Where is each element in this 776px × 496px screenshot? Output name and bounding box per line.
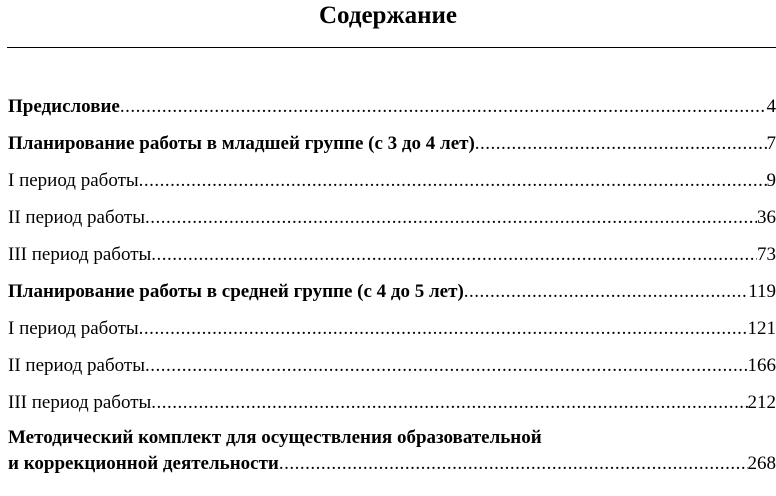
table-of-contents: [8, 92, 776, 485]
dot-leader: [145, 351, 748, 381]
toc-entry-label: I период работы: [8, 170, 139, 191]
toc-page-number: 121: [747, 318, 776, 339]
dot-leader: [464, 277, 748, 307]
dot-leader: [139, 314, 748, 344]
dot-leader: [145, 203, 757, 233]
dot-leader: [120, 92, 767, 122]
toc-page-number: 119: [748, 281, 776, 302]
toc-entry-label: III период работы: [8, 244, 152, 265]
dot-leader: [475, 129, 767, 159]
toc-entry-label: I период работы: [8, 318, 139, 339]
toc-page-number: 7: [766, 133, 776, 154]
title-divider: [7, 47, 776, 48]
dot-leader: [151, 388, 747, 418]
toc-entry-label-line-2-row: [8, 451, 776, 477]
dot-leader: [139, 166, 767, 196]
toc-entry-label: Предисловие: [8, 96, 120, 117]
toc-page-number: 212: [747, 392, 776, 413]
dot-leader: [279, 451, 748, 477]
page-title: Содержание: [318, 2, 457, 29]
toc-entry-junior-group[interactable]: [8, 129, 776, 166]
toc-entry-methodical-kit[interactable]: [8, 425, 776, 485]
toc-entry-label: II период работы: [8, 355, 145, 376]
toc-page-number: 73: [757, 244, 776, 265]
toc-page-number: 9: [766, 170, 776, 191]
toc-entry-preface[interactable]: [8, 92, 776, 129]
toc-entry-label: II период работы: [8, 207, 145, 228]
toc-entry-label: Планирование работы в младшей группе (с 3 до 4 лет): [8, 133, 475, 154]
toc-entry-junior-period-1[interactable]: [8, 166, 776, 203]
toc-entry-junior-period-2[interactable]: [8, 203, 776, 240]
toc-page-number: 36: [757, 207, 776, 228]
dot-leader: [151, 240, 757, 270]
toc-entry-middle-period-2[interactable]: [8, 351, 776, 388]
toc-entry-label: Планирование работы в средней группе (с 4 до 5 лет): [8, 281, 464, 302]
toc-page-number: 268: [747, 453, 776, 474]
toc-entry-middle-period-3[interactable]: [8, 388, 776, 425]
toc-entry-label: III период работы: [8, 392, 152, 413]
toc-page-number: 166: [747, 355, 776, 376]
toc-entry-junior-period-3[interactable]: [8, 240, 776, 277]
toc-entry-middle-period-1[interactable]: [8, 314, 776, 351]
toc-entry-middle-group[interactable]: [8, 277, 776, 314]
toc-entry-label-line-1: Методический комплект для осуществления образовательной: [8, 427, 542, 448]
toc-page-number: 4: [766, 96, 776, 117]
toc-entry-label-line-2: и коррекционной деятельности: [8, 453, 279, 474]
